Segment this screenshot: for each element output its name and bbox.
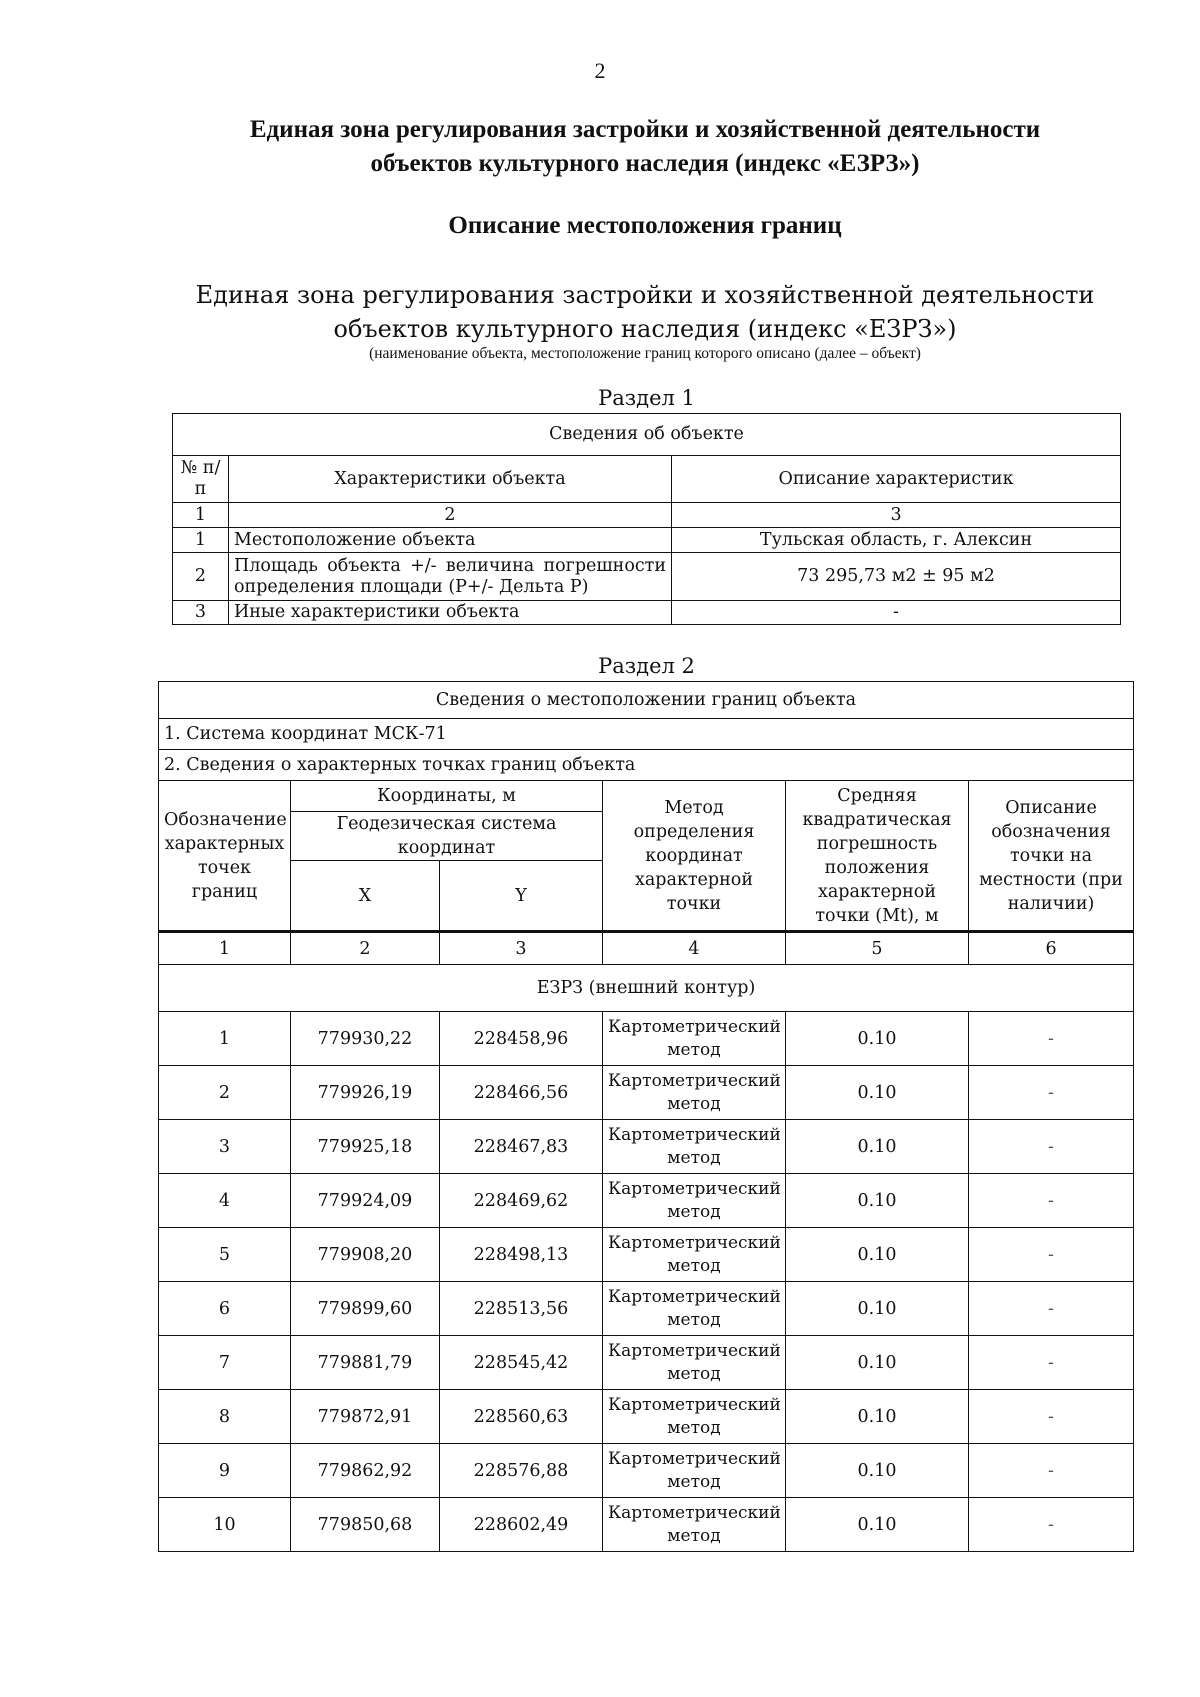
col-number-3: 3: [672, 503, 1121, 528]
method-cell: Картометрический метод: [603, 1498, 786, 1552]
point-id-cell: 9: [159, 1444, 291, 1498]
col-number-5: 5: [786, 932, 969, 965]
point-description-cell: -: [969, 1282, 1134, 1336]
point-id-cell: 2: [159, 1066, 291, 1120]
object-name-line-1: Единая зона регулирования застройки и хозяйственной деятельности: [195, 281, 1095, 309]
table-row: [159, 1174, 1134, 1228]
point-description-cell: -: [969, 1498, 1134, 1552]
point-id-cell: 3: [159, 1120, 291, 1174]
table-row: [159, 1498, 1134, 1552]
x-coordinate-cell: 779926,19: [291, 1066, 440, 1120]
col-number-2: 2: [291, 932, 440, 965]
point-description-cell: -: [969, 1444, 1134, 1498]
method-cell: Картометрический метод: [603, 1228, 786, 1282]
mean-error-cell: 0.10: [786, 1120, 969, 1174]
characteristic-line-2: определения площади (P+/- Дельта P): [234, 576, 589, 597]
header-coordinates: Координаты, м: [291, 781, 603, 812]
y-coordinate-cell: 228513,56: [440, 1282, 603, 1336]
header-point-description: Описание обозначения точки на местности (при наличии): [969, 781, 1134, 932]
x-coordinate-cell: 779925,18: [291, 1120, 440, 1174]
coordinate-system: 1. Система координат МСК-71: [159, 719, 1134, 750]
x-coordinate-cell: 779899,60: [291, 1282, 440, 1336]
method-cell: Картометрический метод: [603, 1174, 786, 1228]
point-description-cell: -: [969, 1066, 1134, 1120]
boundary-points-table: [158, 681, 1134, 1552]
point-id-cell: 10: [159, 1498, 291, 1552]
document-title-line-1: Единая зона регулирования застройки и хозяйственной деятельности: [249, 116, 1041, 143]
point-description-cell: -: [969, 1228, 1134, 1282]
point-description-cell: -: [969, 1174, 1134, 1228]
col-number-6: 6: [969, 932, 1134, 965]
point-description-cell: -: [969, 1390, 1134, 1444]
object-caption: (наименование объекта, местоположение границ которого описано (далее – объект): [369, 345, 921, 362]
point-id-cell: 8: [159, 1390, 291, 1444]
y-coordinate-cell: 228467,83: [440, 1120, 603, 1174]
section-1-label: Раздел 1: [598, 386, 695, 410]
header-characteristics: Характеристики объекта: [229, 456, 672, 503]
point-description-cell: -: [969, 1012, 1134, 1066]
header-number: № п/п: [173, 456, 229, 503]
col-number-1: 1: [159, 932, 291, 965]
object-name: [150, 278, 1140, 346]
mean-error-cell: 0.10: [786, 1066, 969, 1120]
contour-label: ЕЗРЗ (внешний контур): [159, 965, 1134, 1012]
table-row: [159, 1390, 1134, 1444]
object-name-line-2: объектов культурного наследия (индекс «ЕЗРЗ»): [333, 315, 957, 343]
method-cell: Картометрический метод: [603, 1390, 786, 1444]
mean-error-cell: 0.10: [786, 1282, 969, 1336]
y-coordinate-cell: 228602,49: [440, 1498, 603, 1552]
y-coordinate-cell: 228560,63: [440, 1390, 603, 1444]
row-number: 1: [173, 528, 229, 553]
table-row: [173, 528, 1121, 553]
mean-error-cell: 0.10: [786, 1228, 969, 1282]
row-number: 2: [173, 553, 229, 601]
point-id-cell: 5: [159, 1228, 291, 1282]
point-id-cell: 6: [159, 1282, 291, 1336]
boundary-table-title: Сведения о местоположении границ объекта: [159, 682, 1134, 719]
table-row: [159, 1066, 1134, 1120]
description-cell: -: [672, 601, 1121, 625]
table-row: [173, 601, 1121, 625]
mean-error-cell: 0.10: [786, 1390, 969, 1444]
x-coordinate-cell: 779862,92: [291, 1444, 440, 1498]
table-row: [173, 553, 1121, 601]
characteristic-cell: Иные характеристики объекта: [229, 601, 672, 625]
y-coordinate-cell: 228545,42: [440, 1336, 603, 1390]
mean-error-cell: 0.10: [786, 1012, 969, 1066]
point-description-cell: -: [969, 1120, 1134, 1174]
characteristic-line-1: Площадь объекта +/- величина погрешности: [234, 555, 666, 576]
header-point-designation: Обозначение характерных точек границ: [159, 781, 291, 932]
y-coordinate-cell: 228576,88: [440, 1444, 603, 1498]
y-coordinate-cell: 228466,56: [440, 1066, 603, 1120]
header-x: X: [291, 861, 440, 932]
page-number: 2: [594, 58, 606, 83]
points-body: [159, 1012, 1134, 1552]
point-id-cell: 1: [159, 1012, 291, 1066]
x-coordinate-cell: 779930,22: [291, 1012, 440, 1066]
header-geodetic-system: Геодезическая система координат: [291, 812, 603, 861]
point-id-cell: 4: [159, 1174, 291, 1228]
mean-error-cell: 0.10: [786, 1498, 969, 1552]
table-row: [159, 1228, 1134, 1282]
object-info-table-title: Сведения об объекте: [173, 414, 1121, 456]
header-description: Описание характеристик: [672, 456, 1121, 503]
point-id-cell: 7: [159, 1336, 291, 1390]
method-cell: Картометрический метод: [603, 1444, 786, 1498]
method-cell: Картометрический метод: [603, 1012, 786, 1066]
row-number: 3: [173, 601, 229, 625]
col-number-3: 3: [440, 932, 603, 965]
mean-error-cell: 0.10: [786, 1444, 969, 1498]
method-cell: Картометрический метод: [603, 1336, 786, 1390]
header-method: Метод определения координат характерной точки: [603, 781, 786, 932]
table-row: [159, 1444, 1134, 1498]
description-heading: Описание местоположения границ: [448, 212, 842, 239]
mean-error-cell: 0.10: [786, 1174, 969, 1228]
description-cell: Тульская область, г. Алексин: [672, 528, 1121, 553]
header-y: Y: [440, 861, 603, 932]
header-mean-error: Средняя квадратическая погрешность положения характерной точки (Mt), м: [786, 781, 969, 932]
table-row: [159, 1282, 1134, 1336]
col-number-2: 2: [229, 503, 672, 528]
document-title: [150, 113, 1140, 181]
point-description-cell: -: [969, 1336, 1134, 1390]
characteristic-cell: [229, 553, 672, 601]
x-coordinate-cell: 779872,91: [291, 1390, 440, 1444]
table-row: [159, 1120, 1134, 1174]
col-number-1: 1: [173, 503, 229, 528]
method-cell: Картометрический метод: [603, 1066, 786, 1120]
section-2-label: Раздел 2: [598, 654, 695, 678]
document-title-line-2: объектов культурного наследия (индекс «ЕЗРЗ»): [370, 150, 920, 177]
x-coordinate-cell: 779924,09: [291, 1174, 440, 1228]
x-coordinate-cell: 779850,68: [291, 1498, 440, 1552]
object-info-table: [172, 413, 1121, 625]
characteristic-cell: Местоположение объекта: [229, 528, 672, 553]
table-row: [159, 1012, 1134, 1066]
x-coordinate-cell: 779908,20: [291, 1228, 440, 1282]
method-cell: Картометрический метод: [603, 1282, 786, 1336]
method-cell: Картометрический метод: [603, 1120, 786, 1174]
y-coordinate-cell: 228469,62: [440, 1174, 603, 1228]
x-coordinate-cell: 779881,79: [291, 1336, 440, 1390]
y-coordinate-cell: 228458,96: [440, 1012, 603, 1066]
table-row: [159, 1336, 1134, 1390]
mean-error-cell: 0.10: [786, 1336, 969, 1390]
col-number-4: 4: [603, 932, 786, 965]
description-cell: 73 295,73 м2 ± 95 м2: [672, 553, 1121, 601]
y-coordinate-cell: 228498,13: [440, 1228, 603, 1282]
points-heading: 2. Сведения о характерных точках границ объекта: [159, 750, 1134, 781]
